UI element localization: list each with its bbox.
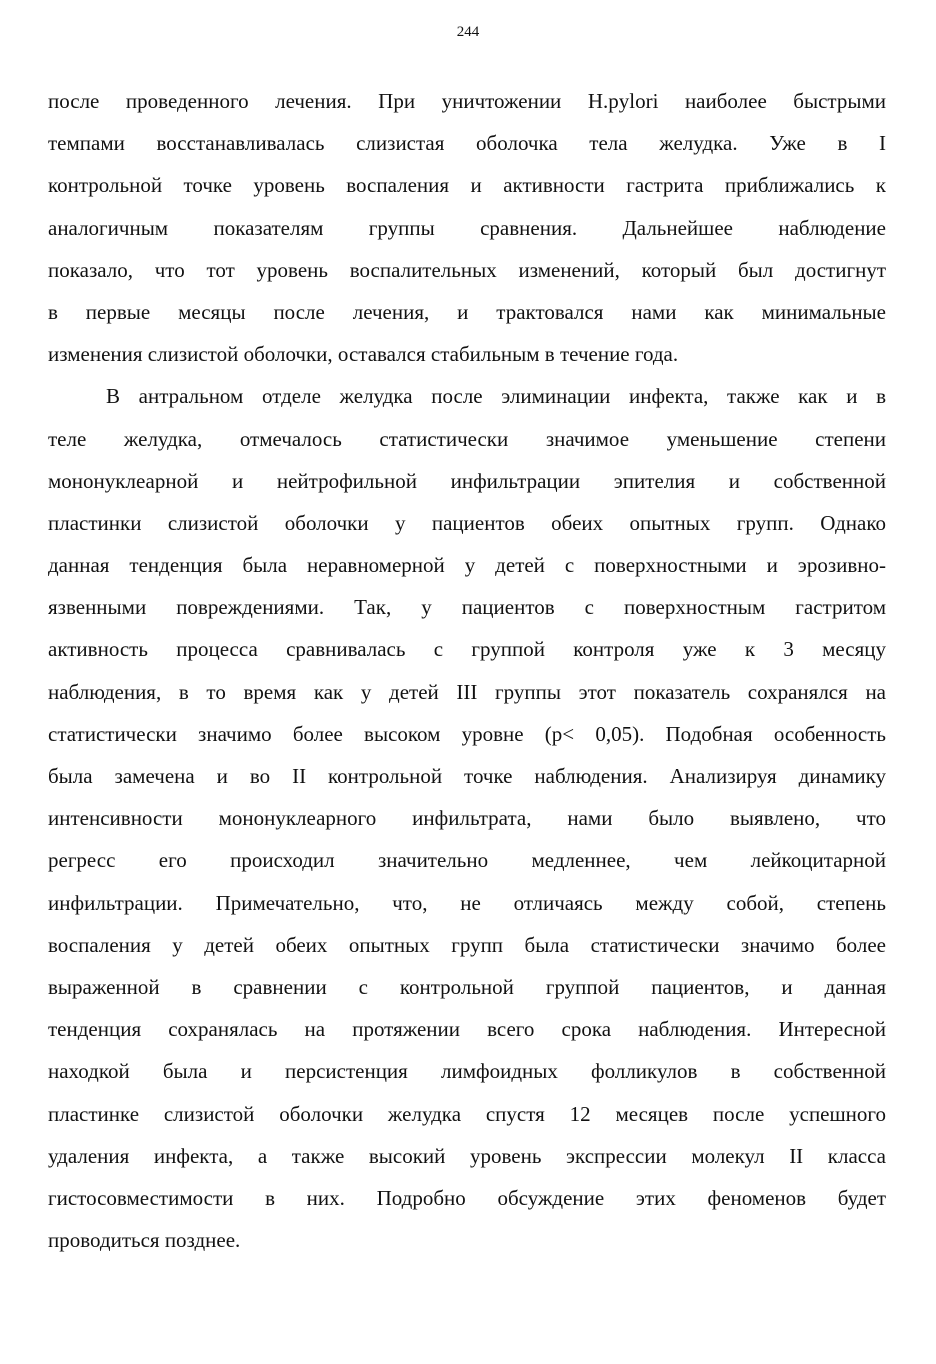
page-number: 244 — [456, 24, 480, 40]
text-line: контрольной точке уровень воспаления и активности гастрита приближались к — [48, 173, 886, 198]
text-line: данная тенденция была неравномерной у детей с поверхностными и эрозивно- — [48, 553, 886, 578]
text-line: пластинке слизистой оболочки желудка спустя 12 месяцев после успешного — [48, 1101, 886, 1126]
text-line: интенсивности мононуклеарного инфильтрата, нами было выявлено, что — [48, 806, 886, 831]
text-line: аналогичным показателям группы сравнения. Дальнейшее наблюдение — [48, 215, 886, 240]
text-line: воспаления у детей обеих опытных групп была статистически значимо более — [48, 932, 886, 957]
text-line: статистически значимо более высоком уровне (p< 0,05). Подобная особенность — [48, 721, 886, 746]
text-line: В антральном отделе желудка после элиминации инфекта, также как и в — [106, 384, 886, 409]
text-line: проводиться позднее. — [48, 1228, 241, 1253]
document-body — [48, 80, 886, 1261]
text-line: в первые месяцы после лечения, и трактовался нами как минимальные — [48, 299, 886, 324]
paragraph-1 — [48, 80, 886, 375]
text-line: гистосовместимости в них. Подробно обсуждение этих феноменов будет — [48, 1185, 886, 1210]
paragraph-2 — [48, 375, 886, 1261]
text-line: показало, что тот уровень воспалительных изменений, который был достигнут — [48, 257, 886, 282]
text-line: активность процесса сравнивалась с группой контроля уже к 3 месяцу — [48, 637, 886, 662]
text-line: темпами восстанавливалась слизистая оболочка тела желудка. Уже в I — [48, 131, 886, 156]
text-line: изменения слизистой оболочки, оставался стабильным в течение года. — [48, 342, 679, 367]
text-line: была замечена и во II контрольной точке наблюдения. Анализируя динамику — [48, 764, 886, 788]
text-line: инфильтрации. Примечательно, что, не отличаясь между собой, степень — [48, 890, 886, 915]
text-line: регресс его происходил значительно медленнее, чем лейкоцитарной — [48, 848, 886, 873]
text-line: мононуклеарной и нейтрофильной инфильтрации эпителия и собственной — [48, 468, 886, 493]
text-line: после проведенного лечения. При уничтожении H.pylori наиболее быстрыми — [48, 89, 886, 113]
text-line: язвенными повреждениями. Так, у пациентов с поверхностным гастритом — [48, 595, 886, 620]
text-line: находкой была и персистенция лимфоидных фолликулов в собственной — [48, 1059, 886, 1084]
text-line: наблюдения, в то время как у детей III группы этот показатель сохранялся на — [48, 679, 886, 704]
text-line: удаления инфекта, а также высокий уровень экспрессии молекул II класса — [48, 1143, 886, 1168]
text-line: тенденция сохранялась на протяжении всего срока наблюдения. Интересной — [48, 1017, 886, 1042]
text-line: выраженной в сравнении с контрольной группой пациентов, и данная — [48, 974, 886, 999]
text-line: пластинки слизистой оболочки у пациентов обеих опытных групп. Однако — [48, 510, 886, 535]
text-line: теле желудка, отмечалось статистически значимое уменьшение степени — [48, 426, 886, 451]
